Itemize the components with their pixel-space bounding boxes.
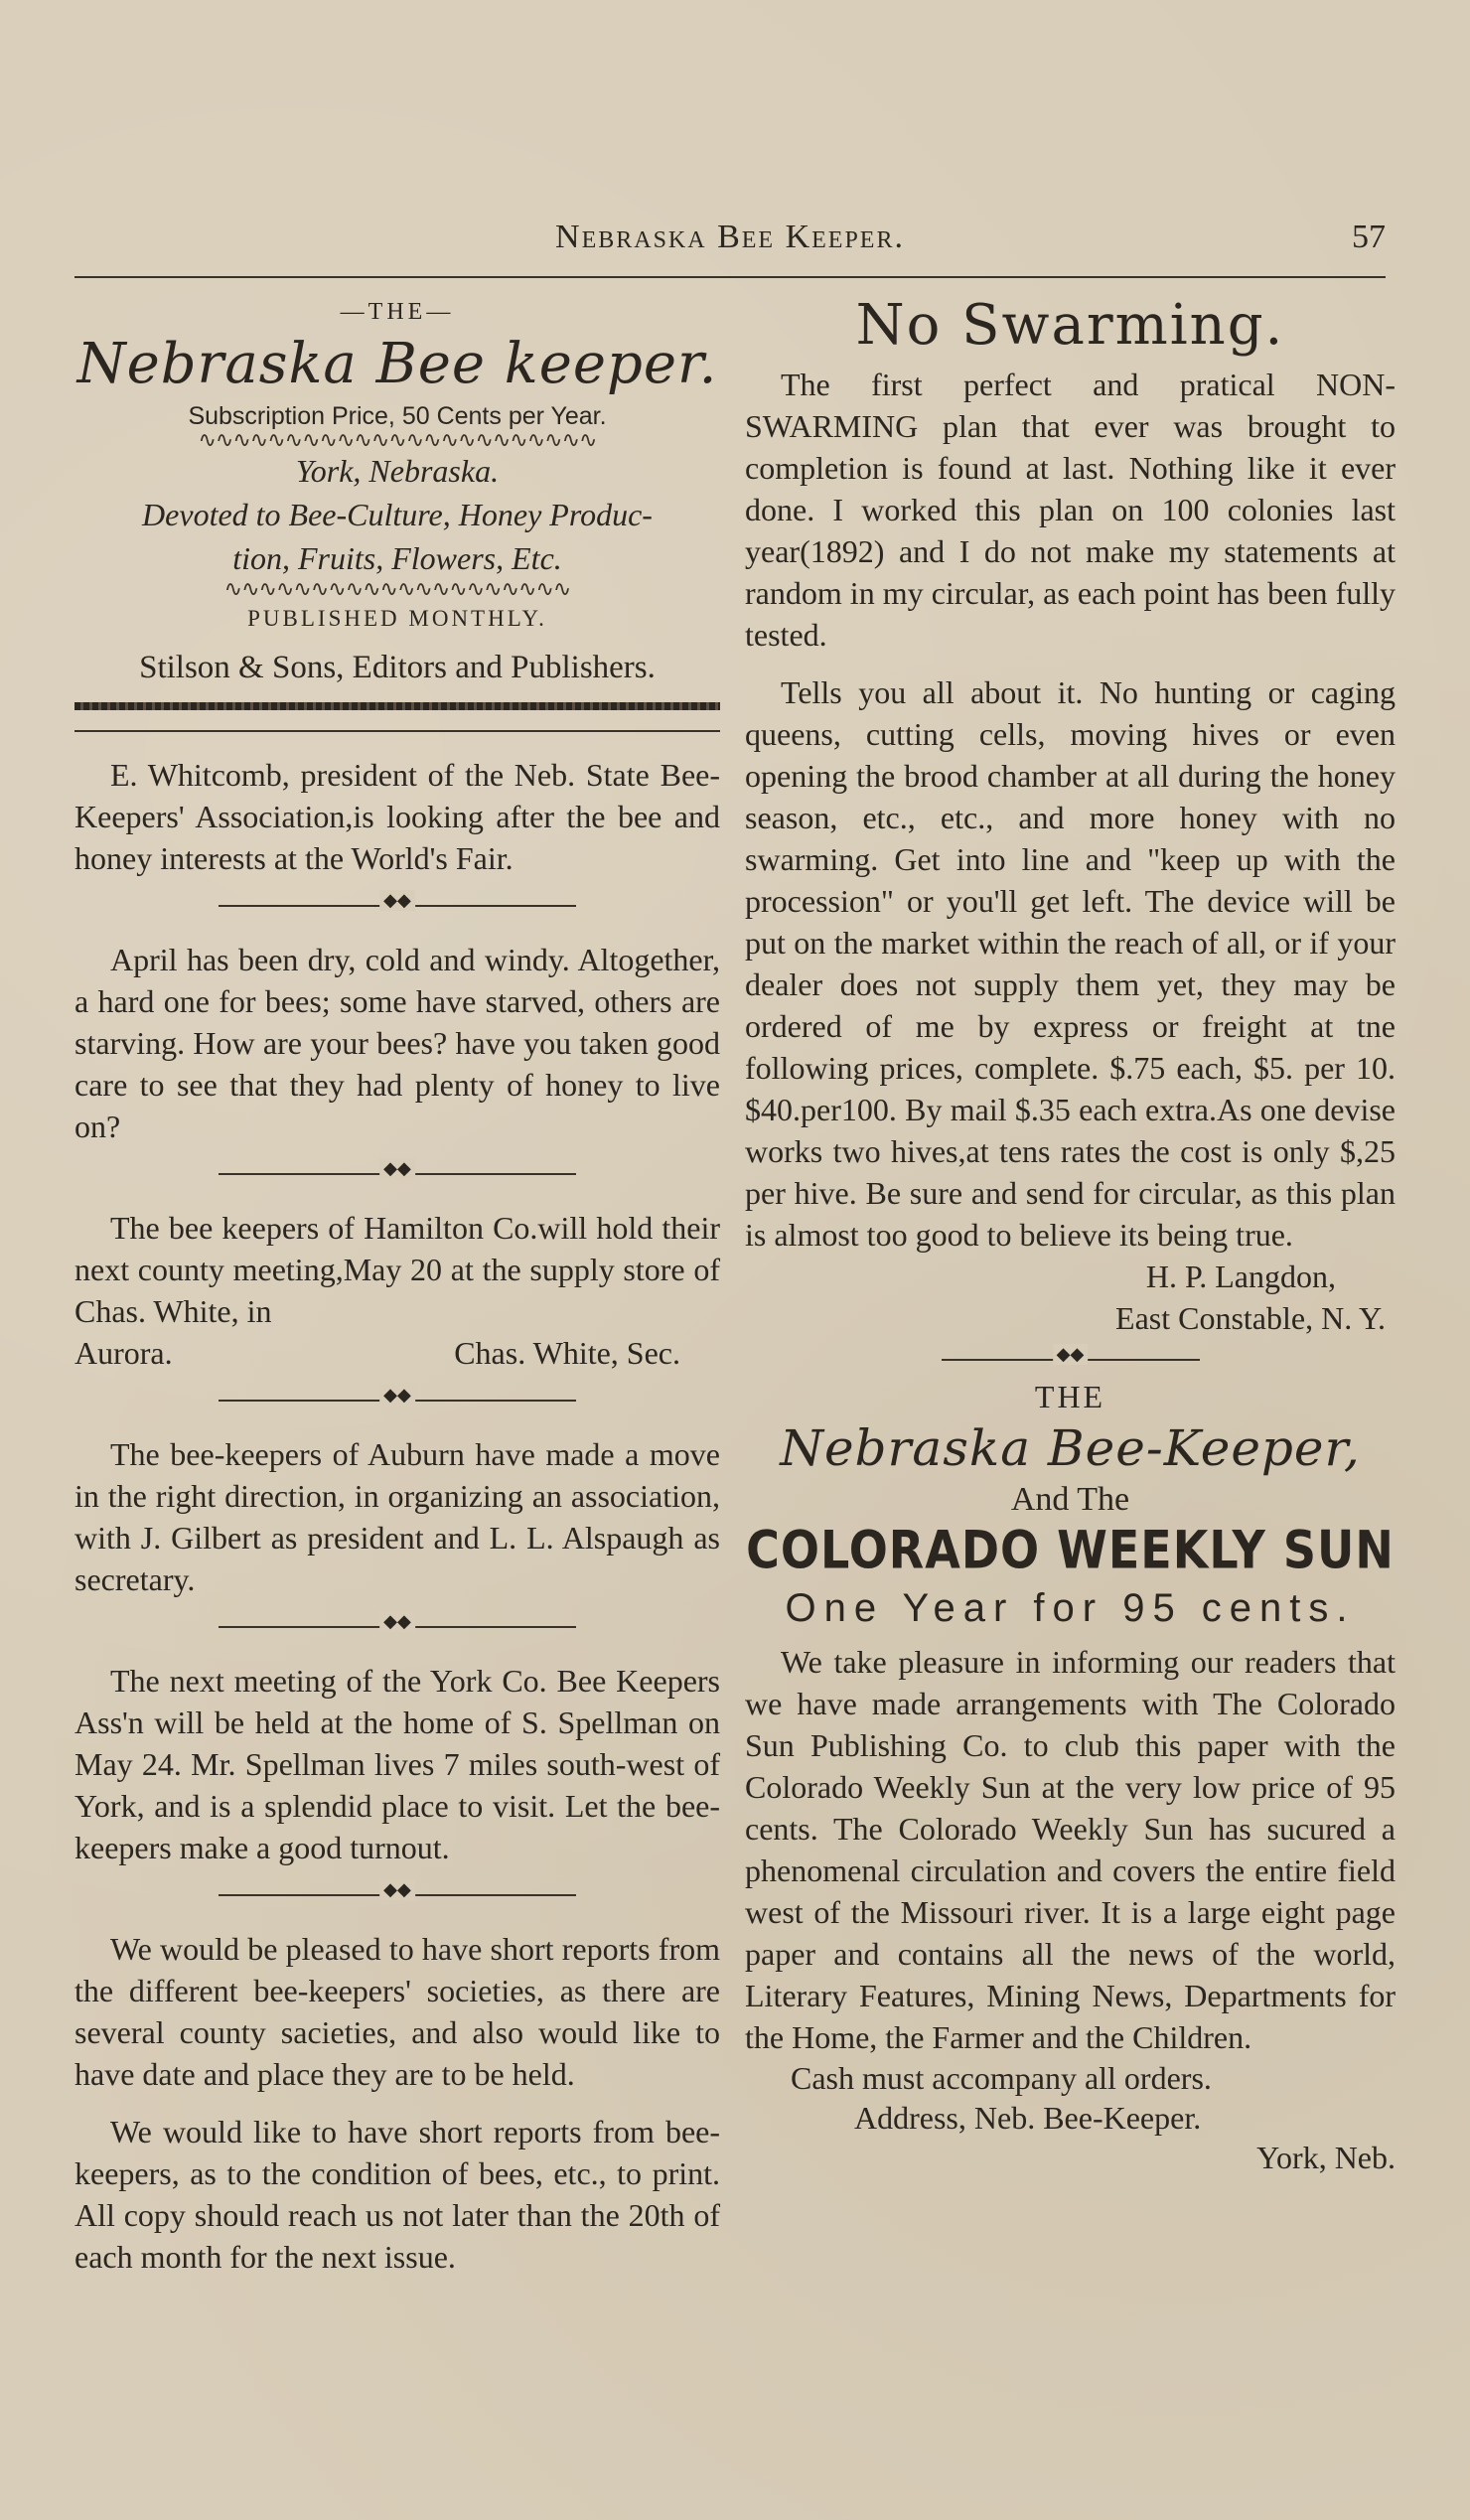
section-divider: ◆◆	[219, 1894, 576, 1918]
running-header	[74, 219, 1386, 268]
ad-and-the: And The	[1010, 1481, 1130, 1518]
signature-place: East Constable, N. Y.	[1115, 1300, 1386, 1336]
signature-text: Chas. White, Sec.	[454, 1335, 680, 1371]
subscription-price: Subscription Price, 50 Cents per Year.	[188, 402, 607, 430]
editors-line: Stilson & Sons, Editors and Publishers.	[139, 650, 656, 685]
section-divider: ◆◆	[219, 1400, 576, 1423]
masthead-devoted-1: Devoted to Bee-Culture, Honey Produc-	[142, 497, 653, 532]
no-swarming-heading: No Swarming.	[855, 293, 1285, 358]
article-paragraph: The bee keepers of Hamilton Co.will hold their next county meeting,May 20 at the supply store of Chas. White, in	[74, 1210, 720, 1329]
page-number: 57	[1352, 219, 1386, 255]
section-divider: ◆◆	[219, 905, 576, 929]
article-paragraph: April has been dry, cold and windy. Altogether, a hard one for bees; some have starved, others are starving. How are your bees? have you taken good care to see that they had plenty of honey to live on?	[74, 942, 720, 1144]
heavy-rule	[74, 702, 720, 710]
ad-address-line: Address, Neb. Bee-Keeper.	[854, 2100, 1202, 2136]
wavy-rule: ∿∿∿∿∿∿∿∿∿∿∿∿∿∿∿∿∿∿∿∿∿∿∿	[198, 427, 597, 452]
section-divider: ◆◆	[219, 1626, 576, 1650]
article-paragraph: The next meeting of the York Co. Bee Keepers Ass'n will be held at the home of S. Spellman on May 24. Mr. Spellman lives 7 miles south-west of York, and is a splendid place to visit. Let the bee-keepers make a good turnout.	[74, 1663, 720, 1865]
thin-rule	[74, 730, 720, 732]
article-paragraph: Tells you all about it. No hunting or caging queens, cutting cells, moving hives or even opening the brood chamber at all during the honey season, etc., etc., and more honey with no swarming. Get into line and "keep up with the procession" or you'll get left. The device will be put on the market within the reach of all, or if your dealer does not supply them yet, they may be ordered of me by express or freight at tne following prices, complete. $.75 each, $5. per 10. $40.per100. By mail $.35 each extra.As one devise works two hives,at tens rates the cost is only $,25 per hive. Be sure and send for circular, as this plan is almost too good to believe its being true.	[745, 674, 1396, 1253]
section-divider: ◆◆	[942, 1359, 1200, 1383]
header-rule	[74, 276, 1386, 278]
left-column	[74, 293, 720, 2294]
wavy-rule: ∿∿∿∿∿∿∿∿∿∿∿∿∿∿∿∿∿∿∿∿	[223, 576, 571, 601]
masthead-location: York, Nebraska.	[295, 453, 500, 489]
article-paragraph: We would like to have short reports from bee-keepers, as to the condition of bees, etc., to print. All copy should reach us not later than the 20th of each month for the next issue.	[74, 2114, 720, 2275]
masthead-the: —THE—	[340, 299, 455, 325]
right-column	[745, 293, 1396, 2177]
running-title: Nebraska Bee Keeper.	[555, 219, 905, 255]
ad-paragraph: We take pleasure in informing our readers that we have made arrangements with The Colorado Sun Publishing Co. to club this paper with the Colorado Weekly Sun at the very low price of 95 cents. The Colorado Weekly Sun has sucured a phenomenal circulation and covers the entire field west of the Missouri river. It is a large eight page paper and contains all the news of the world, Literary Features, Mining News, Departments for the Home, the Farmer and the Children.	[745, 1644, 1396, 2055]
section-divider: ◆◆	[219, 1173, 576, 1197]
place-text: Aurora.	[74, 1335, 173, 1371]
ad-colorado-weekly-sun: COLORADO WEEKLY SUN	[746, 1518, 1395, 1581]
masthead-devoted-2: tion, Fruits, Flowers, Etc.	[232, 540, 562, 576]
signature-line	[74, 1332, 720, 1374]
ad-title: Nebraska Bee-Keeper,	[780, 1419, 1361, 1477]
masthead-title: Nebraska Bee keeper.	[76, 332, 718, 396]
ad-the: THE	[1034, 1379, 1106, 1414]
ad-city-line: York, Neb.	[1256, 2140, 1396, 2175]
article-paragraph: We would be pleased to have short reports from the different bee-keepers' societies, as there are several county sacieties, and also would like to have date and place they are to be held.	[74, 1931, 720, 2092]
article-paragraph: The bee-keepers of Auburn have made a move in the right direction, in organizing an association, with J. Gilbert as president and L. L. Alspaugh as secretary.	[74, 1436, 720, 1597]
signature-name: H. P. Langdon,	[1145, 1259, 1336, 1294]
published-monthly: PUBLISHED MONTHLY.	[247, 606, 547, 631]
ad-offer: One Year for 95 cents.	[785, 1586, 1356, 1630]
article-paragraph: The first perfect and pratical NON-SWARMING plan that ever was brought to completion is found at last. Nothing like it ever done. I worked this plan on 100 colonies last year(1892) and I do not make my statements at random in my circular, as each point has been fully tested.	[745, 367, 1396, 653]
article-paragraph: E. Whitcomb, president of the Neb. State Bee-Keepers' Association,is looking after the bee and honey interests at the World's Fair.	[74, 757, 720, 876]
ad-cash-line: Cash must accompany all orders.	[791, 2060, 1212, 2096]
